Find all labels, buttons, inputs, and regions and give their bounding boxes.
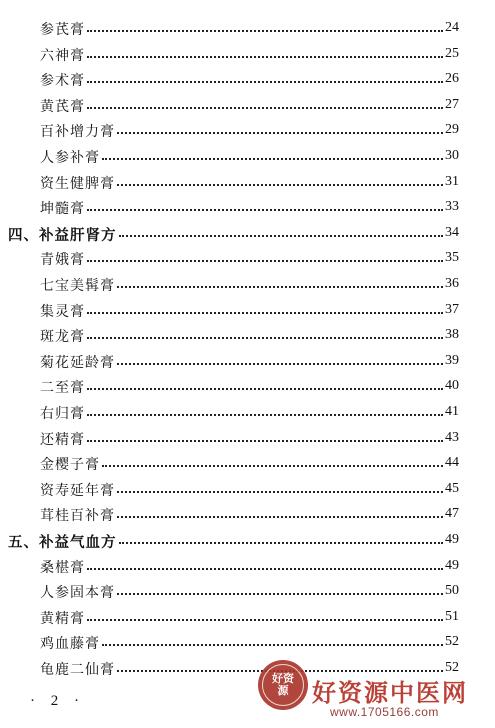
toc-page-number: 34 [445, 224, 459, 240]
toc-page-number: 29 [445, 122, 459, 138]
toc-entry-row [0, 479, 495, 501]
toc-section-row [0, 223, 495, 245]
toc-entry-row [0, 172, 495, 194]
toc-entry-label: 参芪膏 [40, 22, 85, 38]
watermark-title: 好资源中医网 [312, 678, 468, 707]
toc-entry-label: 二至膏 [40, 380, 85, 397]
toc-entry-label: 斑龙膏 [40, 329, 85, 346]
toc-entry-label: 黄芪膏 [40, 98, 85, 115]
toc-entry-label: 资寿延年膏 [40, 482, 115, 499]
toc-entry-label: 资生健脾膏 [40, 175, 115, 192]
toc-page-number: 38 [445, 327, 459, 343]
toc-entry-label: 七宝美髯膏 [40, 278, 115, 294]
toc-entry-label: 青娥膏 [40, 252, 85, 269]
toc-leader-dots [117, 516, 443, 518]
toc-entry-label: 桑椹膏 [40, 559, 85, 576]
watermark-seal-text: 好资 源 [262, 664, 304, 706]
toc-page-number: 31 [445, 173, 459, 189]
toc-page-number: 27 [445, 96, 459, 112]
toc-leader-dots [102, 644, 443, 646]
toc-leader-dots [87, 260, 443, 262]
toc-entry-label: 右归膏 [40, 406, 85, 422]
toc-page-number: 40 [445, 378, 459, 394]
toc-page-number: 49 [445, 532, 459, 547]
toc-entry-row [0, 146, 495, 168]
toc-leader-dots [102, 465, 443, 467]
toc-entry-label: 菊花延龄膏 [40, 354, 115, 371]
toc-leader-dots [87, 107, 443, 109]
toc-leader-dots [117, 363, 443, 365]
toc-entry-label: 金樱子膏 [40, 457, 100, 474]
toc-entry-label: 龟鹿二仙膏 [40, 662, 115, 678]
toc-entry-row [0, 453, 495, 475]
toc-leader-dots [117, 286, 443, 288]
toc-page-number: 37 [445, 301, 459, 317]
toc-entry-row [0, 428, 495, 450]
toc-page-number: 35 [445, 250, 459, 266]
toc-entry-row [0, 504, 495, 526]
toc-leader-dots [117, 491, 443, 493]
toc-leader-dots [117, 593, 443, 595]
toc-leader-dots [119, 235, 443, 237]
toc-entry-row [0, 248, 495, 270]
toc-page-number: 36 [445, 276, 459, 291]
toc-page-number: 51 [445, 608, 459, 624]
toc-entry-row [0, 632, 495, 654]
toc-page-number: 44 [445, 455, 459, 471]
toc-entry-row [0, 197, 495, 219]
toc-entry-row [0, 581, 495, 603]
watermark-seal [258, 660, 308, 710]
toc-page-number: 52 [445, 634, 459, 650]
toc-page-number: 47 [445, 506, 459, 522]
toc-page-number: 49 [445, 557, 459, 573]
toc-leader-dots [87, 440, 443, 442]
toc-entry-row [0, 556, 495, 578]
toc-leader-dots [87, 81, 443, 83]
toc-entry-row [0, 402, 495, 424]
toc-entry-row [0, 18, 495, 40]
toc-page-number: 26 [445, 71, 459, 87]
toc-leader-dots [87, 619, 443, 621]
toc-page-number: 33 [445, 199, 459, 215]
toc-entry-label: 人参补膏 [40, 150, 100, 166]
toc-entry-label: 鸡血藤膏 [40, 636, 100, 653]
toc-entry-row [0, 376, 495, 398]
toc-entry-row [0, 44, 495, 66]
page-number: · 2 · [30, 693, 85, 709]
toc-leader-dots [87, 209, 443, 211]
toc-section-label: 四、补益肝肾方 [8, 226, 117, 244]
toc-entry-row [0, 69, 495, 91]
watermark-url: www.1705166.com [330, 705, 439, 719]
toc-entry-label: 坤髓膏 [40, 201, 85, 218]
toc-entry-label: 还精膏 [40, 431, 85, 448]
toc-leader-dots [119, 542, 443, 544]
toc-section-label: 五、补益气血方 [8, 534, 117, 551]
toc-leader-dots [87, 337, 443, 339]
toc-page-number: 45 [445, 480, 459, 496]
toc-page-number: 24 [445, 20, 459, 35]
toc-leader-dots [117, 184, 443, 186]
toc-entry-label: 黄精膏 [40, 610, 85, 627]
toc-page-number: 52 [445, 660, 459, 675]
toc-entry-row [0, 351, 495, 373]
toc-leader-dots [87, 312, 443, 314]
toc-entry-row [0, 300, 495, 322]
toc-entry-row [0, 120, 495, 142]
toc-entry-label: 集灵膏 [40, 303, 85, 320]
toc-leader-dots [117, 132, 443, 134]
toc-leader-dots [87, 388, 443, 390]
toc-page-number: 41 [445, 404, 459, 419]
toc-entry-label: 百补增力膏 [40, 124, 115, 141]
toc-page-number: 25 [445, 45, 459, 61]
toc-entry-label: 参术膏 [40, 73, 85, 90]
toc-entry-label: 六神膏 [40, 47, 85, 64]
toc-leader-dots [87, 414, 443, 416]
toc-entry-row [0, 607, 495, 629]
toc-entry-row [0, 325, 495, 347]
toc-entry-row [0, 95, 495, 117]
toc-leader-dots [87, 56, 443, 58]
toc-entry-label: 茸桂百补膏 [40, 508, 115, 525]
toc-section-row [0, 530, 495, 552]
toc-leader-dots [87, 30, 443, 32]
toc-leader-dots [87, 568, 443, 570]
toc-page-number: 30 [445, 148, 459, 163]
toc-page-number: 50 [445, 583, 459, 599]
toc-page-number: 43 [445, 429, 459, 445]
toc-leader-dots [102, 158, 443, 160]
toc-entry-row [0, 274, 495, 296]
toc-entry-label: 人参固本膏 [40, 585, 115, 602]
toc-page-number: 39 [445, 352, 459, 368]
